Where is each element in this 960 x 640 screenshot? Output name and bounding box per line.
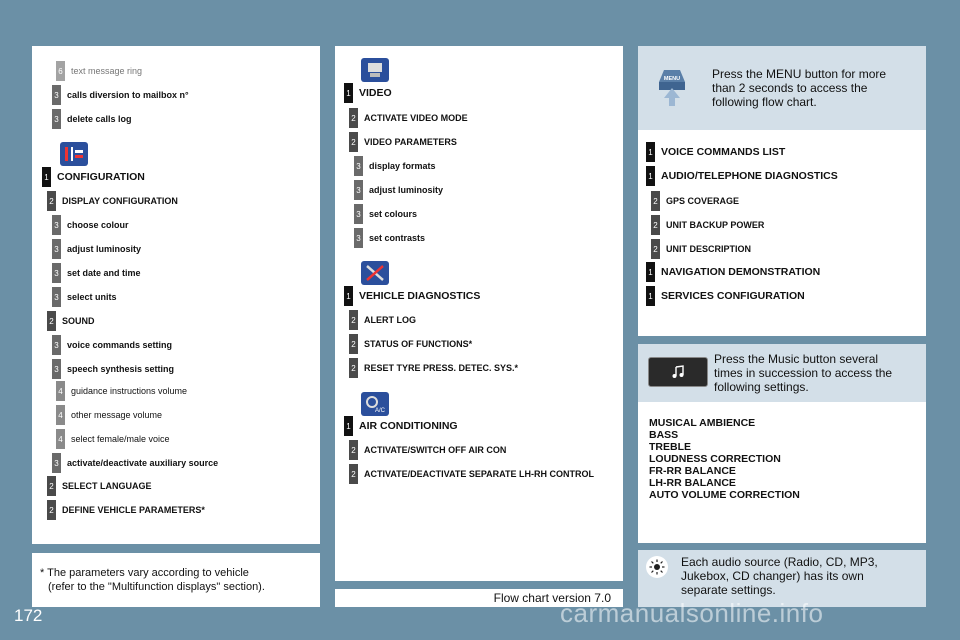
music-info-line1: Press the Music button several	[714, 352, 879, 366]
menu-item-label: activate/deactivate auxiliary source	[67, 458, 219, 468]
menu-item-row	[52, 452, 218, 474]
menu-item-row	[344, 82, 392, 104]
level-badge: 1	[344, 416, 353, 436]
music-note-icon	[648, 357, 708, 387]
music-setting-item: BASS	[649, 429, 679, 441]
music-setting-item: MUSICAL AMBIENCE	[649, 417, 756, 429]
menu-item-label: CONFIGURATION	[57, 171, 145, 183]
level-badge: 2	[47, 476, 56, 496]
level-badge: 4	[56, 381, 65, 401]
menu-button-icon	[658, 66, 686, 108]
music-setting-item: LH-RR BALANCE	[649, 477, 736, 489]
sun-tip-icon	[646, 556, 668, 578]
menu-item-row	[354, 227, 425, 249]
air-conditioning-icon	[361, 392, 389, 416]
menu-item-label: VEHICLE DIAGNOSTICS	[359, 290, 481, 302]
level-badge: 1	[344, 83, 353, 103]
menu-item-label: AIR CONDITIONING	[359, 420, 458, 432]
music-info-line2: times in succession to access the	[714, 366, 893, 380]
music-info-line3: following settings.	[714, 380, 809, 394]
music-setting-item: AUTO VOLUME CORRECTION	[649, 489, 800, 501]
level-badge: 1	[646, 142, 655, 162]
menu-item-label: set contrasts	[369, 233, 426, 243]
music-setting-item: TREBLE	[649, 441, 691, 453]
level-badge: 2	[349, 132, 358, 152]
menu-item-row	[47, 310, 95, 332]
menu-item-row	[349, 333, 472, 355]
menu-item-row	[52, 108, 132, 130]
menu-info-line3: following flow chart.	[712, 95, 817, 109]
menu-item-row	[47, 190, 178, 212]
menu-item-label: select female/male voice	[71, 434, 170, 444]
menu-item-row	[56, 404, 162, 426]
level-badge: 1	[646, 262, 655, 282]
level-badge: 3	[52, 453, 61, 473]
menu-item-label: display formats	[369, 161, 436, 171]
level-badge: 1	[344, 286, 353, 306]
level-badge: 3	[354, 204, 363, 224]
menu-item-row	[651, 214, 764, 236]
level-badge: 3	[354, 228, 363, 248]
menu-item-label: text message ring	[71, 66, 143, 76]
level-badge: 2	[651, 215, 660, 235]
music-panel	[638, 344, 926, 543]
level-badge: 1	[42, 167, 51, 187]
menu-item-row	[651, 190, 739, 212]
level-badge: 3	[52, 215, 61, 235]
menu-item-row	[651, 238, 751, 260]
menu-item-row	[344, 415, 458, 437]
svg-text:MENU: MENU	[663, 76, 681, 82]
level-badge: 2	[349, 334, 358, 354]
level-badge: 2	[349, 464, 358, 484]
menu-item-label: ALERT LOG	[364, 315, 416, 325]
video-icon	[361, 58, 389, 82]
level-badge: 3	[354, 180, 363, 200]
menu-item-label: STATUS OF FUNCTIONS*	[364, 339, 473, 349]
level-badge: 1	[646, 286, 655, 306]
level-badge: 3	[52, 335, 61, 355]
watermark: carmanualsonline.info	[560, 598, 824, 628]
menu-item-row	[52, 262, 141, 284]
menu-item-row	[56, 380, 187, 402]
menu-item-row	[354, 155, 436, 177]
music-setting-item: FR-RR BALANCE	[649, 465, 736, 477]
menu-item-row	[52, 334, 172, 356]
level-badge: 2	[349, 108, 358, 128]
menu-item-row	[349, 439, 506, 461]
menu-info-line2: than 2 seconds to access the	[712, 81, 868, 95]
menu-item-label: RESET TYRE PRESS. DETEC. SYS.*	[364, 363, 519, 373]
menu-item-label: SOUND	[62, 316, 95, 326]
level-badge: 2	[651, 239, 660, 259]
footnote-line1: * The parameters vary according to vehicle	[40, 567, 249, 579]
menu-item-label: other message volume	[71, 410, 163, 420]
menu-item-label: adjust luminosity	[369, 185, 444, 195]
menu-item-label: set date and time	[67, 268, 141, 278]
level-badge: 2	[349, 358, 358, 378]
menu-item-label: ACTIVATE/SWITCH OFF AIR CON	[364, 445, 507, 455]
level-badge: 2	[349, 440, 358, 460]
tip-line3: separate settings.	[681, 583, 776, 597]
menu-item-label: UNIT BACKUP POWER	[666, 220, 765, 230]
menu-item-label: ACTIVATE/DEACTIVATE SEPARATE LH-RH CONTROL	[364, 469, 594, 479]
level-badge: 3	[52, 109, 61, 129]
menu-item-row	[52, 286, 117, 308]
level-badge: 2	[349, 310, 358, 330]
menu-item-row	[349, 309, 416, 331]
level-badge: 3	[354, 156, 363, 176]
menu-item-row	[349, 463, 594, 485]
tip-line2: Jukebox, CD changer) has its own	[681, 569, 864, 583]
menu-item-row	[52, 358, 174, 380]
menu-item-label: adjust luminosity	[67, 244, 142, 254]
tip-line1: Each audio source (Radio, CD, MP3,	[681, 555, 878, 569]
level-badge: 3	[52, 263, 61, 283]
footnote-panel	[32, 553, 320, 607]
menu-item-label: AUDIO/TELEPHONE DIAGNOSTICS	[661, 170, 838, 182]
flow-chart-version: Flow chart version 7.0	[493, 591, 611, 605]
menu-item-label: speech synthesis setting	[67, 364, 175, 374]
level-badge: 3	[52, 287, 61, 307]
menu-item-label: VOICE COMMANDS LIST	[661, 146, 786, 158]
level-badge: 1	[646, 166, 655, 186]
music-settings-list	[649, 417, 800, 501]
menu-item-label: UNIT DESCRIPTION	[666, 244, 752, 254]
footnote-line2: (refer to the "Multifunction displays" section).	[48, 581, 265, 593]
menu-item-row	[47, 475, 152, 497]
menu-item-row	[349, 107, 468, 129]
level-badge: 3	[52, 85, 61, 105]
menu-item-row	[354, 179, 443, 201]
menu-item-row	[42, 166, 145, 188]
svg-text:A/C: A/C	[375, 408, 386, 414]
level-badge: 6	[56, 61, 65, 81]
level-badge: 2	[47, 311, 56, 331]
menu-item-row	[646, 165, 838, 187]
level-badge: 4	[56, 429, 65, 449]
menu-info-line1: Press the MENU button for more	[712, 67, 887, 81]
page-number: 172	[14, 606, 43, 625]
menu-item-label: SELECT LANGUAGE	[62, 481, 152, 491]
wrench-screwdriver-icon	[361, 261, 389, 285]
menu-item-row	[56, 428, 170, 450]
level-badge: 2	[47, 500, 56, 520]
menu-item-label: VIDEO	[359, 87, 392, 99]
level-badge: 4	[56, 405, 65, 425]
menu-item-row	[646, 141, 785, 163]
menu-item-row	[52, 238, 141, 260]
menu-item-row	[354, 203, 417, 225]
menu-item-label: VIDEO PARAMETERS	[364, 137, 457, 147]
menu-item-row	[646, 261, 820, 283]
menu-item-row	[47, 499, 205, 521]
menu-item-label: delete calls log	[67, 114, 132, 124]
menu-item-row	[56, 60, 142, 82]
menu-item-row	[349, 131, 457, 153]
menu-item-label: guidance instructions volume	[71, 386, 188, 396]
menu-item-label: calls diversion to mailbox n°	[67, 90, 189, 100]
level-badge: 2	[47, 191, 56, 211]
menu-item-label: ACTIVATE VIDEO MODE	[364, 113, 468, 123]
config-tools-icon	[60, 142, 88, 166]
menu-item-label: DISPLAY CONFIGURATION	[62, 196, 178, 206]
menu-item-row	[52, 84, 189, 106]
menu-item-label: DEFINE VEHICLE PARAMETERS*	[62, 505, 205, 515]
menu-item-label: NAVIGATION DEMONSTRATION	[661, 266, 821, 278]
menu-item-row	[349, 357, 518, 379]
menu-item-label: SERVICES CONFIGURATION	[661, 290, 805, 302]
menu-item-label: voice commands setting	[67, 340, 173, 350]
level-badge: 3	[52, 359, 61, 379]
menu-item-row	[646, 285, 805, 307]
menu-item-label: GPS COVERAGE	[666, 196, 740, 206]
menu-item-label: select units	[67, 292, 117, 302]
music-setting-item: LOUDNESS CORRECTION	[649, 453, 781, 465]
menu-item-label: choose colour	[67, 220, 129, 230]
menu-item-row	[52, 214, 129, 236]
level-badge: 3	[52, 239, 61, 259]
menu-item-row	[344, 285, 480, 307]
level-badge: 2	[651, 191, 660, 211]
menu-item-label: set colours	[369, 209, 418, 219]
